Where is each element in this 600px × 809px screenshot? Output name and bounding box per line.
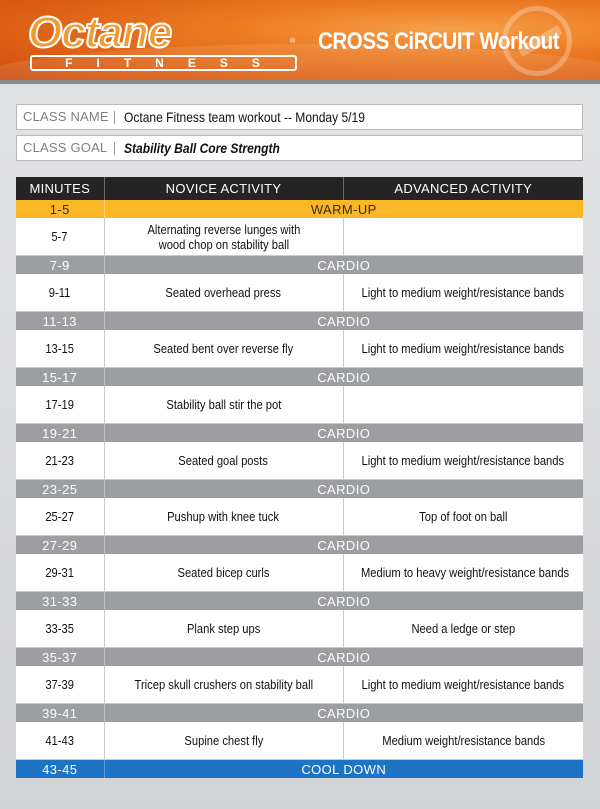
advanced-activity-cell: Light to medium weight/resistance bands bbox=[343, 330, 583, 368]
cardio-label: CARDIO bbox=[104, 648, 583, 667]
header-divider bbox=[0, 80, 600, 84]
cardio-label: CARDIO bbox=[104, 256, 583, 275]
novice-activity-cell: Seated bent over reverse fly bbox=[104, 330, 343, 368]
cool-down-label: COOL DOWN bbox=[104, 760, 583, 779]
fitness-logo-text: FITNESS bbox=[65, 56, 284, 70]
registered-mark: ® bbox=[290, 38, 296, 45]
minutes-cell: 35-37 bbox=[16, 648, 104, 667]
minutes-cell: 37-39 bbox=[16, 666, 104, 704]
separator bbox=[114, 111, 115, 124]
minutes-cell: 23-25 bbox=[16, 480, 104, 499]
cardio-row bbox=[16, 424, 583, 443]
cardio-row bbox=[16, 536, 583, 555]
cardio-label: CARDIO bbox=[104, 312, 583, 331]
minutes-cell: 31-33 bbox=[16, 592, 104, 611]
cardio-row bbox=[16, 312, 583, 331]
advanced-activity-cell: Light to medium weight/resistance bands bbox=[343, 442, 583, 480]
minutes-cell: 11-13 bbox=[16, 312, 104, 331]
class-goal-label: CLASS GOAL bbox=[23, 140, 108, 155]
minutes-cell: 7-9 bbox=[16, 256, 104, 275]
activity-row bbox=[16, 274, 583, 312]
class-goal-row bbox=[16, 135, 583, 161]
minutes-cell: 9-11 bbox=[16, 274, 104, 312]
novice-activity-cell: Supine chest fly bbox=[104, 722, 343, 760]
activity-row bbox=[16, 554, 583, 592]
minutes-cell: 13-15 bbox=[16, 330, 104, 368]
header-advanced-activity: ADVANCED ACTIVITY bbox=[343, 177, 583, 200]
minutes-cell: 33-35 bbox=[16, 610, 104, 648]
cardio-label: CARDIO bbox=[104, 368, 583, 387]
minutes-cell: 21-23 bbox=[16, 442, 104, 480]
advanced-activity-cell: Medium to heavy weight/resistance bands bbox=[343, 554, 583, 592]
class-name-value: Octane Fitness team workout -- Monday 5/19 bbox=[124, 109, 365, 125]
warm-up-row bbox=[16, 200, 583, 218]
minutes-cell: 41-43 bbox=[16, 722, 104, 760]
advanced-activity-cell bbox=[343, 386, 583, 424]
activity-row bbox=[16, 386, 583, 424]
novice-activity-cell: Pushup with knee tuck bbox=[104, 498, 343, 536]
minutes-cell: 19-21 bbox=[16, 424, 104, 443]
cardio-label: CARDIO bbox=[104, 592, 583, 611]
cardio-label: CARDIO bbox=[104, 704, 583, 723]
advanced-activity-cell: Need a ledge or step bbox=[343, 610, 583, 648]
novice-activity-line: Alternating reverse lunges with bbox=[147, 221, 300, 237]
minutes-cell: 5-7 bbox=[16, 218, 104, 256]
cardio-row bbox=[16, 256, 583, 275]
cardio-label: CARDIO bbox=[104, 536, 583, 555]
activity-row bbox=[16, 498, 583, 536]
novice-activity-cell: Seated overhead press bbox=[104, 274, 343, 312]
minutes-cell: 25-27 bbox=[16, 498, 104, 536]
header-novice-activity: NOVICE ACTIVITY bbox=[104, 177, 343, 200]
class-goal-value: Stability Ball Core Strength bbox=[124, 140, 280, 156]
octane-logo-wordmark: Octane bbox=[28, 8, 172, 57]
activity-row bbox=[16, 442, 583, 480]
novice-activity-cell bbox=[104, 218, 343, 256]
class-name-row bbox=[16, 104, 583, 130]
minutes-cell: 29-31 bbox=[16, 554, 104, 592]
minutes-cell: 39-41 bbox=[16, 704, 104, 723]
activity-row bbox=[16, 722, 583, 760]
advanced-activity-cell: Medium weight/resistance bands bbox=[343, 722, 583, 760]
activity-row bbox=[16, 330, 583, 368]
table-header-row bbox=[16, 177, 583, 200]
novice-activity-cell: Seated goal posts bbox=[104, 442, 343, 480]
page-title: CROSS CiRCUIT Workout bbox=[318, 28, 560, 55]
header-minutes: MINUTES bbox=[16, 177, 104, 200]
header-banner bbox=[0, 0, 600, 84]
cool-down-row bbox=[16, 760, 583, 779]
novice-activity-line: wood chop on stability ball bbox=[158, 236, 289, 252]
workout-schedule-table bbox=[16, 177, 583, 778]
novice-activity-cell: Tricep skull crushers on stability ball bbox=[104, 666, 343, 704]
advanced-activity-cell bbox=[343, 218, 583, 256]
minutes-cell: 43-45 bbox=[16, 760, 104, 779]
novice-activity-cell: Seated bicep curls bbox=[104, 554, 343, 592]
cardio-label: CARDIO bbox=[104, 480, 583, 499]
cardio-row bbox=[16, 480, 583, 499]
minutes-cell: 1-5 bbox=[16, 200, 104, 218]
novice-activity-cell: Stability ball stir the pot bbox=[104, 386, 343, 424]
activity-row bbox=[16, 610, 583, 648]
warm-up-label: WARM-UP bbox=[104, 200, 583, 218]
minutes-cell: 17-19 bbox=[16, 386, 104, 424]
minutes-cell: 27-29 bbox=[16, 536, 104, 555]
activity-row bbox=[16, 666, 583, 704]
advanced-activity-cell: Light to medium weight/resistance bands bbox=[343, 666, 583, 704]
advanced-activity-cell: Top of foot on ball bbox=[343, 498, 583, 536]
separator bbox=[114, 142, 115, 155]
class-name-label: CLASS NAME bbox=[23, 109, 109, 124]
cardio-row bbox=[16, 704, 583, 723]
minutes-cell: 15-17 bbox=[16, 368, 104, 387]
novice-activity-cell: Plank step ups bbox=[104, 610, 343, 648]
advanced-activity-cell: Light to medium weight/resistance bands bbox=[343, 274, 583, 312]
cardio-row bbox=[16, 592, 583, 611]
activity-row bbox=[16, 218, 583, 256]
cardio-row bbox=[16, 368, 583, 387]
cardio-label: CARDIO bbox=[104, 424, 583, 443]
cardio-row bbox=[16, 648, 583, 667]
